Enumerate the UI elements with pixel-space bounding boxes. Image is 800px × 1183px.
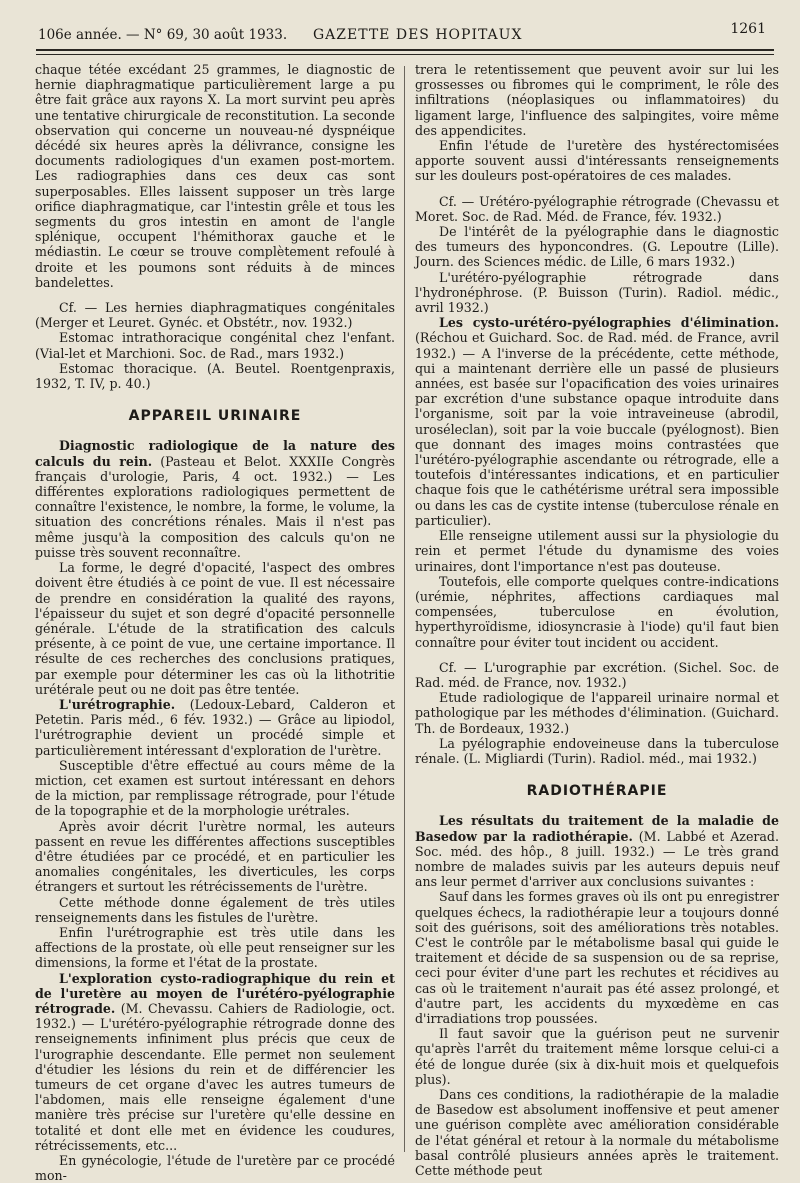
running-header (38, 21, 766, 46)
reference: Etude radiologique de l'appareil urinaire normal et pathologique par les méthodes d'élimination. (Guichard. Th. de Bordeaux, 1932.) (415, 690, 779, 736)
article-intro (35, 971, 395, 1153)
header-rule-thin (36, 54, 774, 55)
paragraph: trera le retentissement que peuvent avoir sur lui les grossesses ou fibromes qui le compriment, le rôle des infiltrations (néoplasiques ou inflammatoires) du ligament large, l'influence des salpingites, voire même des appendicites. (415, 62, 779, 138)
article-title: Les résultats du traitement de la maladie de Basedow par la radiothérapie. (415, 813, 779, 844)
paragraph: chaque tétée excédant 25 grammes, le diagnostic de hernie diaphragmatique particulièrement large a pu être fait grâce aux rayons X. La mort survint peu après une tentative chirurgicale de reconstitution. La seconde observation qui concerne un nouveau-né dyspnéique décédé six heures après la délivrance, consigne les documents radiologiques d'un examen post-mortem. Les radiographies dans ces deux cas sont superposables. Elles laissent supposer un très large orifice diaphragmatique, car l'intestin grêle et tous les segments du gros intestin en amont de l'angle splénique, occupent l'hémithorax gauche et le médiastin. Le cœur se trouve complètement refoulé à droite et les poumons sont réduits à de minces bandelettes. (35, 62, 395, 290)
article-intro (35, 697, 395, 758)
article-intro (35, 438, 395, 560)
right-column (415, 62, 779, 1178)
reference: L'urétéro-pyélographie rétrograde dans l'hydronéphrose. (P. Buisson (Turin). Radiol. médic., avril 1932.) (415, 269, 779, 316)
paragraph: Enfin l'étude de l'uretère des hystérectomisées apporte souvent aussi d'intéressants renseignements sur les douleurs post-opératoires de ces malades. (415, 138, 779, 184)
reference: Estomac intrathoracique congénital chez l'enfant. (Vial-let et Marchioni. Soc. de Rad., mars 1932.) (35, 330, 395, 361)
article-intro (415, 813, 779, 889)
left-column (35, 62, 395, 1183)
page-number: 1261 (730, 21, 766, 37)
article-reference: (Réchou et Guichard. Soc. de Rad. méd. de France, avril 1932.) — (415, 330, 779, 361)
paragraph: Après avoir décrit l'urètre normal, les auteurs passent en revue les différentes affections susceptibles d'être étudiées par ce procédé, et en particulier les anomalies congénitales, les diverticules, les corps étrangers et surtout les rétrécissements de l'urètre. (35, 818, 395, 895)
article-body: L'urétéro-pyélographie rétrograde donne des renseignements infiniment plus précis que ceux de l'urographie descendante. Elle permet non seulement d'étudier les lésions du rein et de différencier les tumeurs de cet organe d'avec les autres tumeurs de l'abdomen, mais elle renseigne également d'une manière très précise sur l'uretère qu'elle dessine en totalité et dont elle met en évidence les coudures, rétrécissements, etc... (35, 1016, 395, 1153)
section-heading: RADIOTHÉRAPIE (526, 783, 668, 800)
paragraph: Cette méthode donne également de très utiles renseignements dans les fistules de l'urètre. (35, 894, 395, 925)
column-divider (404, 66, 405, 1152)
paragraph: Toutefois, elle comporte quelques contre-indications (urémie, néphrites, affections cardiaques mal compensées, tuberculose en évolution, hyperthyroïdisme, idiosyncrasie à l'iode) qu'il faut bien connaître pour éviter tout incident ou accident. (415, 573, 779, 650)
article-body: Les différentes explorations radiologiques permettent de connaître l'existence, le nombre, la forme, le volume, la situation des concrétions rénales. Mais il n'est pas même jusqu'à la composition des calculs qu'on ne puisse très souvent reconnaître. (35, 468, 395, 560)
article-reference: (Pasteau et Belot. XXXIIe Congrès français d'urologie, Paris, 4 oct. 1932.) — (35, 453, 396, 484)
article-body: Grâce au lipiodol, l'urétrographie devient un procédé simple et particulièrement intéressant d'exploration de l'urètre. (35, 712, 395, 758)
article-title: L'exploration cysto-radiographique du rein et de l'uretère au moyen de l'urétéro-pyélographie rétrograde. (35, 970, 395, 1016)
section-heading: APPAREIL URINAIRE (128, 408, 302, 425)
article-title: Les cysto-urétéro-pyélographies d'élimination. (439, 315, 779, 331)
reference: Cf. — Urétéro-pyélographie rétrograde (Chevassu et Moret. Soc. de Rad. Méd. de France, fév. 1932.) (415, 193, 779, 224)
journal-title: GAZETTE DES HOPITAUX (313, 27, 523, 43)
reference: De l'intérêt de la pyélographie dans le diagnostic des tumeurs des hyponcondres. (G. Lepoutre (Lille). Journ. des Sciences médic. de Lille, 6 mars 1932.) (415, 224, 779, 270)
paragraph: En gynécologie, l'étude de l'uretère par ce procédé mon- (35, 1153, 395, 1183)
paragraph: Il faut savoir que la guérison peut ne survenir qu'après l'arrêt du traitement même lorsque celui-ci a été de longue durée (six à dix-huit mois et quelquefois plus). (415, 1026, 779, 1087)
article-body: A l'inverse de la précédente, cette méthode, qui a maintenant derrière elle un passé de plusieurs années, est basée sur l'opacification des voies urinaires par excrétion d'une substance opaque introduite dans l'organisme, soit par la voie intraveineuse (abrodil, uroséleclan), soit par la voie buccale (pyélognost). Bien que donnant des images moins contrastées que l'urétéro-pyélographie ascendante ou rétrograde, elle a toutefois d'intéressantes indications, et en particulier chaque fois que le cathétérisme urétral sera impossible ou dans les cas de cystite intense (tuberculose rénale en particulier). (415, 345, 779, 528)
reference: Cf. — L'urographie par excrétion. (Sichel. Soc. de Rad. méd. de France, nov. 1932.) (415, 659, 779, 690)
paragraph: Susceptible d'être effectué au cours même de la miction, cet examen est surtout intéressant en dehors de la miction, par remplissage rétrograde, pour l'étude de la topographie et de la morphologie urétrales. (35, 757, 395, 819)
reference: Estomac thoracique. (A. Beutel. Roentgenpraxis, 1932, T. IV, p. 40.) (35, 360, 395, 392)
article-title: L'urétrographie. (59, 696, 176, 712)
issue-line: 106e année. — N° 69, 30 août 1933. (38, 27, 288, 43)
article-reference: (Ledoux-Lebard, Calderon et Petetin. Paris méd., 6 fév. 1932.) — (35, 696, 395, 728)
paragraph: Elle renseigne utilement aussi sur la physiologie du rein et permet l'étude du dynamisme des voies urinaires, dont l'importance n'est pas douteuse. (415, 528, 779, 574)
paragraph: Dans ces conditions, la radiothérapie de la maladie de Basedow est absolument inoffensive et peut amener une guérison complète avec amélioration considérable de l'état général et retour à la normale du métabolisme basal contrôlé plusieurs années après le traitement. Cette méthode peut (415, 1087, 779, 1179)
paragraph: Enfin l'urétrographie est très utile dans les affections de la prostate, où elle peut renseigner sur les dimensions, la forme et l'état de la prostate. (35, 924, 395, 971)
header-rule-thick (36, 49, 774, 51)
reference: Cf. — Les hernies diaphragmatiques congénitales (Merger et Leuret. Gynéc. et Obstétr., nov. 1932.) (35, 300, 395, 331)
reference: La pyélographie endoveineuse dans la tuberculose rénale. (L. Migliardi (Turin). Radiol. méd., mai 1932.) (415, 735, 779, 766)
article-intro (415, 315, 779, 528)
paragraph: La forme, le degré d'opacité, l'aspect des ombres doivent être étudiés à ce point de vue. Il est nécessaire de prendre en considération la qualité des rayons, l'épaisseur du sujet et son degré d'opacité personnelle générale. L'étude de la stratification des calculs présente, à ce point de vue, une certaine importance. Il résulte de ces recherches des conclusions pratiques, par exemple pour déterminer les cas où la lithotritie urétérale peut ou ne doit pas être tentée. (35, 560, 395, 697)
article-reference: (M. Chevassu. Cahiers de Radiologie, oct. 1932.) — (35, 1000, 395, 1032)
article-body: Le très grand nombre de malades suivis par les auteurs depuis neuf ans leur permet d'arriver aux conclusions suivantes : (415, 843, 779, 890)
article-reference: (M. Labbé et Azerad. Soc. méd. des hôp., 8 juill. 1932.) — (415, 828, 779, 859)
article-title: Diagnostic radiologique de la nature des calculs du rein. (35, 438, 395, 469)
paragraph: Sauf dans les formes graves où ils ont pu enregistrer quelques échecs, la radiothérapie leur a toujours donné soit des guérisons, soit des améliorations très notables. C'est le contrôle par le métabolisme basal qui guide le traitement et décide de sa suspension ou de sa reprise, ceci pour éviter d'une part les rechutes et récidives au cas où le traitement n'aurait pas été assez prolongé, et d'autre part, les accidents du myxœdème en cas d'irradiations trop poussées. (415, 889, 779, 1026)
